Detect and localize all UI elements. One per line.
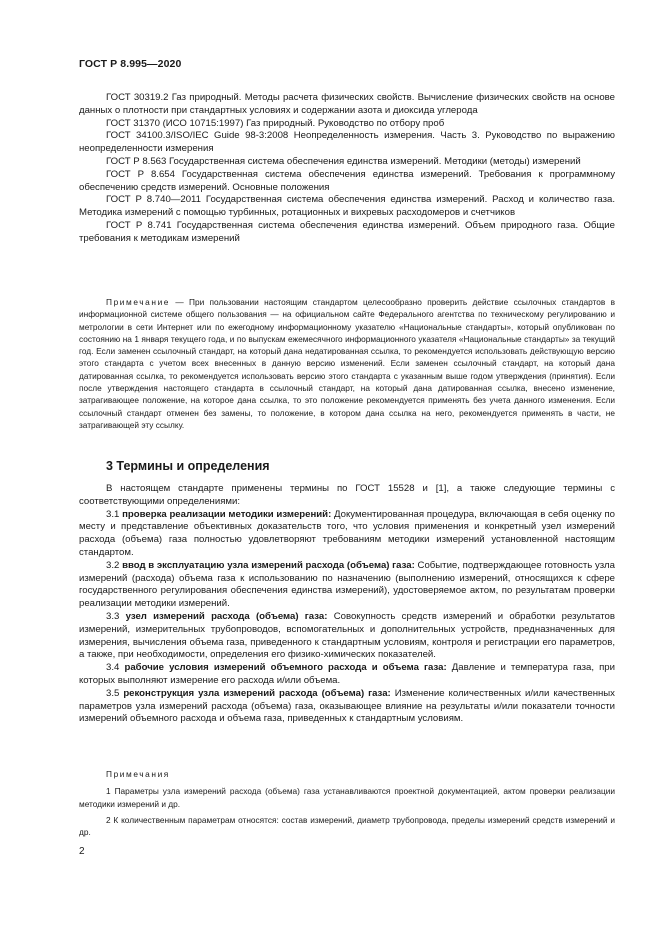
document-header: ГОСТ Р 8.995—2020: [79, 58, 182, 70]
references-note-paragraph: [79, 296, 615, 431]
term-number: 3.3: [106, 610, 120, 622]
references-note: [79, 296, 615, 431]
term-definition: Изменение количественных и/или качественных параметров узла измерений расхода (объема) газа, оказывающее влияние на результаты и/или показатели точности измерений объемного расхода и объема газа, приведенных к стандартным условиям.: [79, 687, 615, 725]
term-definition: Давление и температура газа, при которых выполняют измерение его расхода и/или объема.: [79, 662, 615, 686]
reference-item: ГОСТ Р 8.740—2011 Государственная система обеспечения единства измерений. Расход и количество газа. Методика измерений с помощью турбинных, ротационных и вихревых расходомеров и счетчиков: [79, 194, 615, 219]
reference-item: ГОСТ 34100.3/ISO/IEC Guide 98-3:2008 Неопределенность измерения. Часть 3. Руководство по выражению неопределенности измерения: [79, 130, 615, 155]
reference-item: ГОСТ Р 8.563 Государственная система обеспечения единства измерений. Методики (методы) измерений: [106, 155, 581, 167]
reference-item: ГОСТ 30319.2 Газ природный. Методы расчета физических свойств. Вычисление физических свойств на основе данных о плотности при стандартных условиях и содержании азота и диоксида углерода: [79, 92, 615, 116]
term-entry: [79, 662, 615, 688]
reference-item: ГОСТ Р 8.654 Государственная система обеспечения единства измерений. Требования к программному обеспечению средств измерений. Основные положения: [79, 168, 615, 193]
term-name: реконструкция узла измерений расхода (объема) газа:: [123, 687, 391, 699]
term-definition: Событие, подтверждающее готовность узла измерений (расхода) объема газа к использованию по назначению (выполнению измерений, относящихся к сфере государственного регулирования обеспечения единства измерений), удостоверяемое актом, по результатам проверки реализации методики измерений.: [79, 559, 615, 610]
term-name: рабочие условия измерений объемного расхода и объема газа:: [124, 662, 447, 674]
reference-item: ГОСТ 31370 (ИСО 10715:1997) Газ природный. Руководство по отбору проб: [106, 117, 445, 129]
term-number: 3.5: [106, 687, 120, 699]
term-definition: Документированная процедура, включающая в себя оценку по месту и представление объективных доказательств того, что условия применения и конкретный узел измерений расхода (объема) газа полностью удовлетворяют требованиям методики измерений установленной настоящим стандартом.: [79, 508, 615, 558]
term-entry: [79, 509, 615, 560]
term-number: 3.2: [106, 559, 120, 571]
note-item: 2 К количественным параметрам относятся: состав измерений, диаметр трубопровода, пределы измерений средств измерений и др.: [79, 814, 615, 838]
note-label: Примечание: [106, 297, 171, 307]
term-name: ввод в эксплуатацию узла измерений расхода (объема) газа:: [122, 559, 415, 571]
section-intro: В настоящем стандарте применены термины по ГОСТ 15528 и [1], а также следующие термины с соответствующими определениями:: [79, 483, 615, 507]
section-notes: [79, 768, 615, 842]
section-title: 3 Термины и определения: [106, 459, 270, 473]
note-item: 1 Параметры узла измерений расхода (объема) газа устанавливаются проектной документацией, актом проверки реализации методики измерений и др.: [79, 786, 615, 809]
term-definition: Совокупность средств измерений и обработки результатов измерений, измерительных трубопроводов, вспомогательных и дополнительных устройств, предназначенных для измерения, вычисления объема газа, приведенного к стандартным условиям, контроля и регистрации его параметров, а также, при необходимости, определения его физико-химических показателей.: [79, 610, 615, 661]
reference-item: ГОСТ Р 8.741 Государственная система обеспечения единства измерений. Объем природного газа. Общие требования к методикам измерений: [79, 219, 615, 244]
term-number: 3.1: [106, 508, 120, 520]
note-text: — При пользовании настоящим стандартом целесообразно проверить действие ссылочных стандартов в информационной системе общего пользования — на официальном сайте Федерального агентства по техническому регулированию и метрологии в сети Интернет или по ежегодному информационному указателю «Национальные стандарты», который опубликован по состоянию на 1 января текущего года, и по выпускам ежемесячного информационного указателя «Национальные стандарты» за текущий год. Если заменен ссылочный стандарт, на который дана недатированная ссылка, то рекомендуется использовать действующую версию этого стандарта с учетом всех внесенных в данную версию изменений. Если заменен ссылочный стандарт, на который дана датированная ссылка, то рекомендуется использовать версию этого стандарта с указанным выше годом утверждения (принятия). Если после утверждения настоящего стандарта в ссылочный стандарт, на который дана датированная ссылка, внесено изменение, затрагивающее положение, на которое дана ссылка, то это положение рекомендуется применять без учета данного изменения. Если ссылочный стандарт отменен без замены, то положение, в котором дана ссылка на него, рекомендуется применять в части, не затрагивающей эту ссылку.: [79, 297, 615, 430]
notes-label: Примечания: [106, 769, 170, 779]
term-entry: [79, 560, 615, 611]
term-name: проверка реализации методики измерений:: [122, 508, 332, 520]
term-name: узел измерений расхода (объема) газа:: [125, 610, 328, 622]
terms-and-definitions: [79, 483, 615, 726]
normative-references-list: [79, 92, 615, 246]
page-number: 2: [79, 846, 85, 857]
term-number: 3.4: [106, 662, 120, 674]
term-entry: [79, 688, 615, 726]
term-entry: [79, 611, 615, 662]
